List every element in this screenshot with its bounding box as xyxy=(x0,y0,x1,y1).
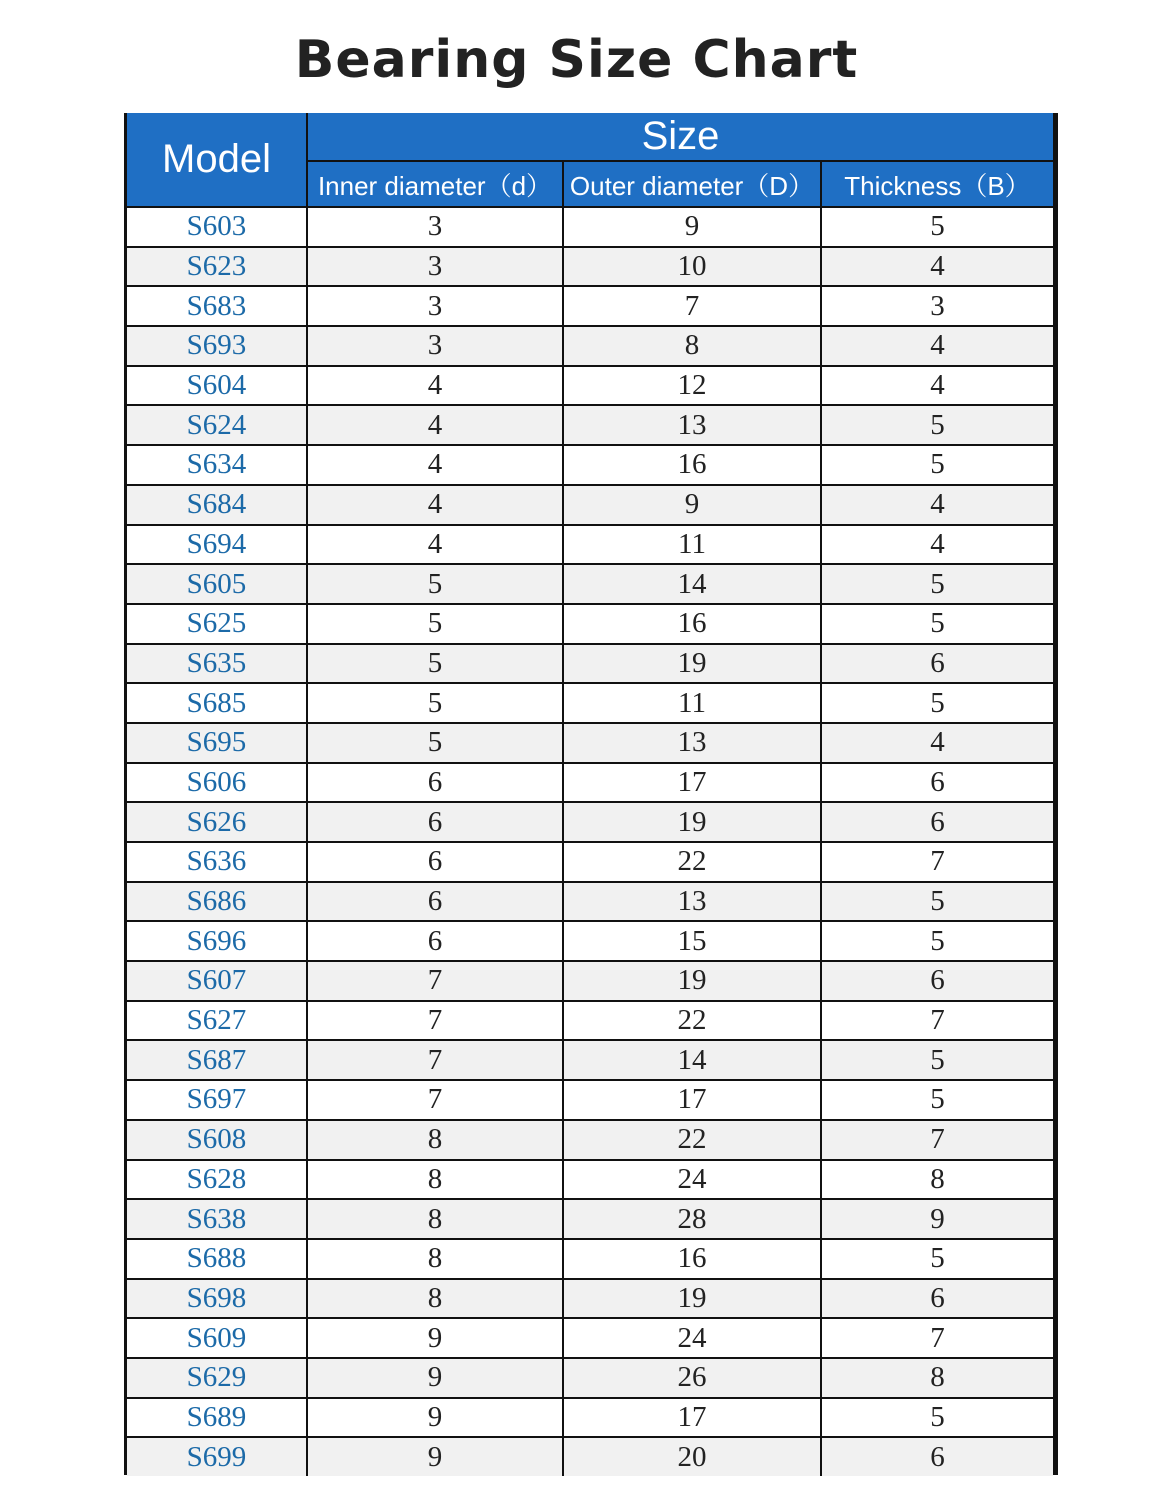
outer-diameter-cell: 13 xyxy=(563,405,821,445)
model-cell: S638 xyxy=(127,1199,307,1239)
outer-diameter-cell: 17 xyxy=(563,1398,821,1438)
table-row xyxy=(127,326,1053,366)
model-cell: S693 xyxy=(127,326,307,366)
inner-diameter-cell: 9 xyxy=(307,1318,563,1358)
table-row xyxy=(127,723,1053,763)
model-cell: S699 xyxy=(127,1437,307,1476)
table-row xyxy=(127,525,1053,565)
table-row xyxy=(127,1199,1053,1239)
table-row xyxy=(127,683,1053,723)
thickness-cell: 6 xyxy=(821,1279,1053,1319)
outer-diameter-cell: 24 xyxy=(563,1160,821,1200)
thickness-cell: 6 xyxy=(821,763,1053,803)
outer-diameter-cell: 13 xyxy=(563,723,821,763)
inner-diameter-cell: 8 xyxy=(307,1279,563,1319)
thickness-cell: 5 xyxy=(821,1398,1053,1438)
model-cell: S606 xyxy=(127,763,307,803)
outer-diameter-header: Outer diameter（D） xyxy=(563,161,821,207)
model-cell: S687 xyxy=(127,1040,307,1080)
inner-diameter-cell: 9 xyxy=(307,1398,563,1438)
model-cell: S626 xyxy=(127,802,307,842)
inner-diameter-cell: 6 xyxy=(307,882,563,922)
model-cell: S694 xyxy=(127,525,307,565)
size-group-header: Size xyxy=(307,113,1053,161)
thickness-cell: 9 xyxy=(821,1199,1053,1239)
thickness-cell: 5 xyxy=(821,445,1053,485)
table-row xyxy=(127,1001,1053,1041)
outer-diameter-cell: 13 xyxy=(563,882,821,922)
inner-diameter-cell: 5 xyxy=(307,564,563,604)
model-cell: S609 xyxy=(127,1318,307,1358)
table-row xyxy=(127,564,1053,604)
inner-diameter-cell: 9 xyxy=(307,1358,563,1398)
model-cell: S689 xyxy=(127,1398,307,1438)
table-row xyxy=(127,1040,1053,1080)
thickness-header: Thickness（B） xyxy=(821,161,1053,207)
table-row xyxy=(127,644,1053,684)
inner-diameter-cell: 6 xyxy=(307,842,563,882)
model-cell: S623 xyxy=(127,247,307,287)
outer-diameter-cell: 26 xyxy=(563,1358,821,1398)
table-row xyxy=(127,1239,1053,1279)
inner-diameter-cell: 7 xyxy=(307,961,563,1001)
inner-diameter-cell: 5 xyxy=(307,683,563,723)
table-row xyxy=(127,1358,1053,1398)
table-row xyxy=(127,1080,1053,1120)
model-cell: S635 xyxy=(127,644,307,684)
model-cell: S683 xyxy=(127,286,307,326)
inner-diameter-cell: 7 xyxy=(307,1080,563,1120)
outer-diameter-cell: 16 xyxy=(563,604,821,644)
inner-diameter-cell: 5 xyxy=(307,723,563,763)
table-row xyxy=(127,445,1053,485)
inner-diameter-cell: 6 xyxy=(307,921,563,961)
outer-diameter-cell: 17 xyxy=(563,1080,821,1120)
inner-diameter-cell: 8 xyxy=(307,1239,563,1279)
model-cell: S685 xyxy=(127,683,307,723)
bearing-size-table xyxy=(127,113,1053,1476)
table-row xyxy=(127,763,1053,803)
model-cell: S695 xyxy=(127,723,307,763)
table-row xyxy=(127,207,1053,247)
thickness-cell: 5 xyxy=(821,405,1053,445)
inner-diameter-header: Inner diameter（d） xyxy=(307,161,563,207)
inner-diameter-cell: 7 xyxy=(307,1001,563,1041)
table-row xyxy=(127,1120,1053,1160)
thickness-cell: 8 xyxy=(821,1358,1053,1398)
table-row xyxy=(127,1437,1053,1476)
inner-diameter-cell: 5 xyxy=(307,604,563,644)
inner-diameter-cell: 3 xyxy=(307,326,563,366)
outer-diameter-cell: 19 xyxy=(563,961,821,1001)
thickness-cell: 5 xyxy=(821,1239,1053,1279)
outer-diameter-cell: 28 xyxy=(563,1199,821,1239)
inner-diameter-cell: 4 xyxy=(307,366,563,406)
table-row xyxy=(127,405,1053,445)
thickness-cell: 5 xyxy=(821,564,1053,604)
model-cell: S698 xyxy=(127,1279,307,1319)
table-row xyxy=(127,247,1053,287)
outer-diameter-cell: 19 xyxy=(563,644,821,684)
outer-diameter-cell: 22 xyxy=(563,1001,821,1041)
thickness-cell: 7 xyxy=(821,1001,1053,1041)
inner-diameter-cell: 7 xyxy=(307,1040,563,1080)
model-cell: S629 xyxy=(127,1358,307,1398)
size-table-frame xyxy=(124,113,1058,1475)
inner-diameter-cell: 6 xyxy=(307,763,563,803)
outer-diameter-cell: 22 xyxy=(563,1120,821,1160)
inner-diameter-cell: 4 xyxy=(307,525,563,565)
table-row xyxy=(127,1398,1053,1438)
model-cell: S624 xyxy=(127,405,307,445)
outer-diameter-cell: 15 xyxy=(563,921,821,961)
table-row xyxy=(127,604,1053,644)
model-column-header: Model xyxy=(127,113,307,207)
inner-diameter-cell: 3 xyxy=(307,247,563,287)
thickness-cell: 7 xyxy=(821,1120,1053,1160)
table-row xyxy=(127,961,1053,1001)
thickness-cell: 6 xyxy=(821,802,1053,842)
thickness-cell: 4 xyxy=(821,247,1053,287)
table-row xyxy=(127,1318,1053,1358)
table-row xyxy=(127,921,1053,961)
outer-diameter-cell: 8 xyxy=(563,326,821,366)
thickness-cell: 5 xyxy=(821,604,1053,644)
outer-diameter-cell: 10 xyxy=(563,247,821,287)
thickness-cell: 4 xyxy=(821,723,1053,763)
outer-diameter-cell: 22 xyxy=(563,842,821,882)
outer-diameter-cell: 19 xyxy=(563,1279,821,1319)
outer-diameter-cell: 19 xyxy=(563,802,821,842)
model-cell: S627 xyxy=(127,1001,307,1041)
table-row xyxy=(127,286,1053,326)
model-cell: S688 xyxy=(127,1239,307,1279)
model-cell: S605 xyxy=(127,564,307,604)
thickness-cell: 8 xyxy=(821,1160,1053,1200)
thickness-cell: 5 xyxy=(821,683,1053,723)
outer-diameter-cell: 11 xyxy=(563,525,821,565)
outer-diameter-cell: 17 xyxy=(563,763,821,803)
thickness-cell: 6 xyxy=(821,644,1053,684)
inner-diameter-cell: 3 xyxy=(307,286,563,326)
thickness-cell: 6 xyxy=(821,1437,1053,1476)
thickness-cell: 5 xyxy=(821,882,1053,922)
thickness-cell: 3 xyxy=(821,286,1053,326)
outer-diameter-cell: 20 xyxy=(563,1437,821,1476)
model-cell: S697 xyxy=(127,1080,307,1120)
outer-diameter-cell: 9 xyxy=(563,485,821,525)
inner-diameter-cell: 4 xyxy=(307,485,563,525)
inner-diameter-cell: 3 xyxy=(307,207,563,247)
model-cell: S625 xyxy=(127,604,307,644)
thickness-cell: 6 xyxy=(821,961,1053,1001)
table-row xyxy=(127,842,1053,882)
model-cell: S608 xyxy=(127,1120,307,1160)
thickness-cell: 5 xyxy=(821,1040,1053,1080)
outer-diameter-cell: 11 xyxy=(563,683,821,723)
outer-diameter-cell: 7 xyxy=(563,286,821,326)
model-cell: S634 xyxy=(127,445,307,485)
table-row xyxy=(127,1160,1053,1200)
outer-diameter-cell: 14 xyxy=(563,1040,821,1080)
outer-diameter-cell: 9 xyxy=(563,207,821,247)
inner-diameter-cell: 4 xyxy=(307,405,563,445)
outer-diameter-cell: 14 xyxy=(563,564,821,604)
model-cell: S604 xyxy=(127,366,307,406)
table-row xyxy=(127,485,1053,525)
thickness-cell: 7 xyxy=(821,842,1053,882)
table-row xyxy=(127,1279,1053,1319)
table-row xyxy=(127,802,1053,842)
inner-diameter-cell: 5 xyxy=(307,644,563,684)
inner-diameter-cell: 8 xyxy=(307,1160,563,1200)
model-cell: S684 xyxy=(127,485,307,525)
inner-diameter-cell: 9 xyxy=(307,1437,563,1476)
table-row xyxy=(127,882,1053,922)
thickness-cell: 5 xyxy=(821,921,1053,961)
inner-diameter-cell: 4 xyxy=(307,445,563,485)
page-title: Bearing Size Chart xyxy=(294,30,859,90)
thickness-cell: 4 xyxy=(821,485,1053,525)
thickness-cell: 7 xyxy=(821,1318,1053,1358)
outer-diameter-cell: 16 xyxy=(563,1239,821,1279)
outer-diameter-cell: 24 xyxy=(563,1318,821,1358)
model-cell: S636 xyxy=(127,842,307,882)
model-cell: S603 xyxy=(127,207,307,247)
model-cell: S686 xyxy=(127,882,307,922)
thickness-cell: 5 xyxy=(821,207,1053,247)
outer-diameter-cell: 16 xyxy=(563,445,821,485)
model-cell: S696 xyxy=(127,921,307,961)
thickness-cell: 5 xyxy=(821,1080,1053,1120)
inner-diameter-cell: 8 xyxy=(307,1199,563,1239)
inner-diameter-cell: 6 xyxy=(307,802,563,842)
thickness-cell: 4 xyxy=(821,366,1053,406)
thickness-cell: 4 xyxy=(821,326,1053,366)
table-body xyxy=(127,207,1053,1476)
inner-diameter-cell: 8 xyxy=(307,1120,563,1160)
thickness-cell: 4 xyxy=(821,525,1053,565)
model-cell: S628 xyxy=(127,1160,307,1200)
outer-diameter-cell: 12 xyxy=(563,366,821,406)
model-cell: S607 xyxy=(127,961,307,1001)
table-row xyxy=(127,366,1053,406)
